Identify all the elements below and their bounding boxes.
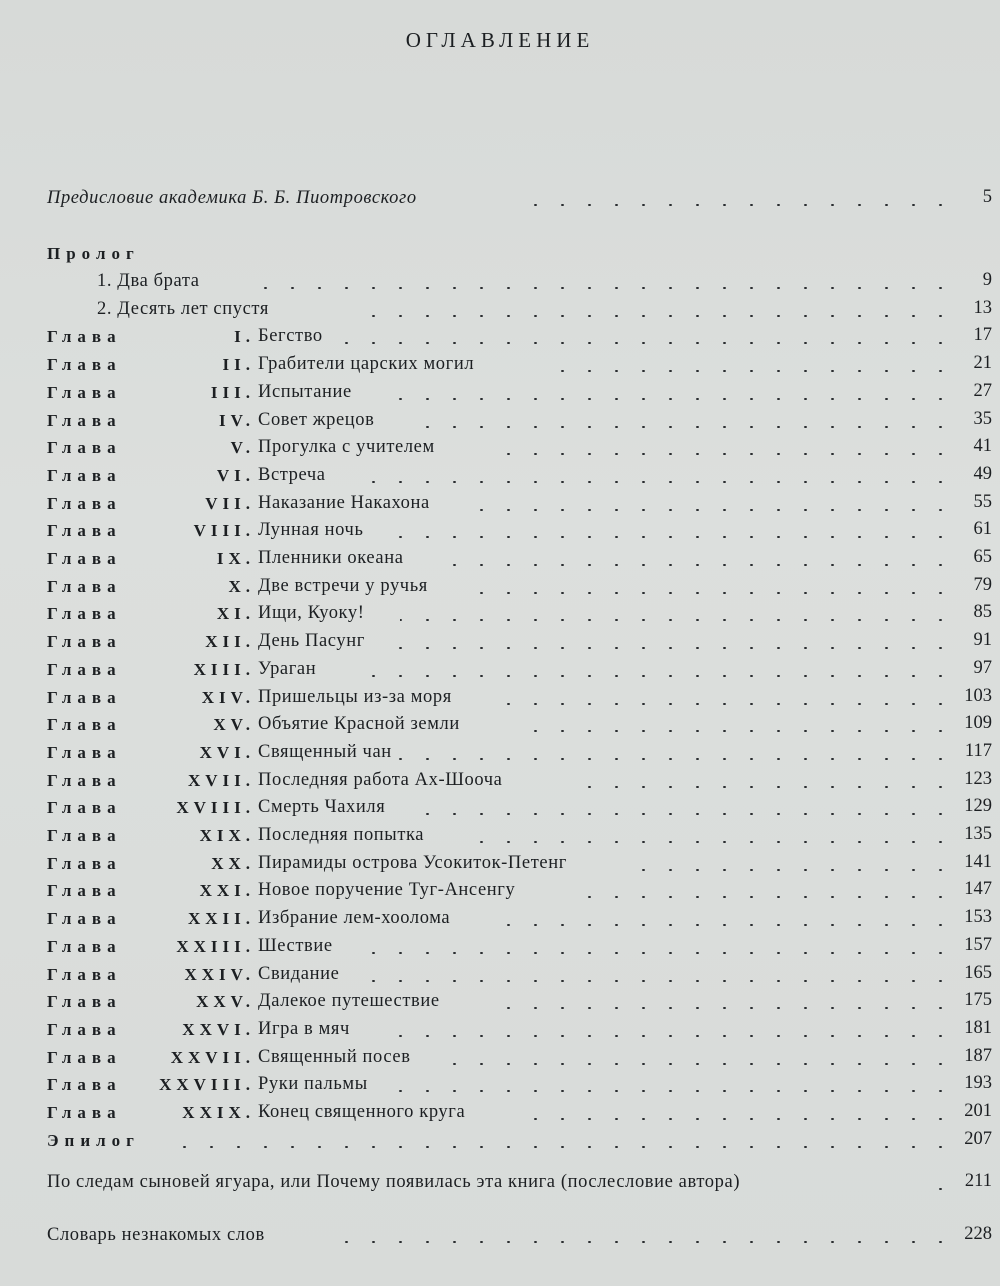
- chapter-label: Глава: [47, 715, 122, 735]
- toc-entry-chapter: [0, 1073, 1000, 1101]
- leader-dots: [365, 315, 954, 317]
- page-number: 175: [964, 990, 992, 1011]
- entry-title: Лунная ночь: [258, 520, 364, 541]
- chapter-label: Глава: [47, 355, 122, 375]
- leader-dots: [500, 924, 954, 926]
- chapter-label: Глава: [47, 964, 122, 984]
- chapter-number: VI.: [216, 465, 255, 485]
- leader-dots: [475, 509, 954, 511]
- leader-dots: [395, 536, 954, 538]
- chapter-label: Глава: [47, 742, 122, 762]
- toc-entry-chapter: [0, 879, 1000, 907]
- page-number: 21: [973, 353, 992, 374]
- leader-dots: [395, 647, 954, 649]
- page-number: 41: [973, 436, 992, 457]
- page-number: 153: [964, 907, 992, 928]
- chapter-number: VII.: [205, 493, 255, 513]
- chapter-label: Глава: [47, 521, 122, 541]
- chapter-label: Глава: [47, 465, 122, 485]
- leader-dots: [570, 896, 954, 898]
- toc-entry-chapter: [0, 907, 1000, 935]
- chapter-label: Глава: [47, 1019, 122, 1039]
- leader-dots: [620, 869, 954, 871]
- chapter-number: XXIV.: [184, 964, 255, 984]
- leader-dots: [520, 1118, 954, 1120]
- entry-title: Руки пальмы: [258, 1074, 368, 1095]
- epilogue-label: Эпилог: [47, 1130, 140, 1150]
- leader-dots: [515, 204, 954, 206]
- chapter-number: III.: [210, 382, 255, 402]
- chapter-number: XXIII.: [176, 936, 255, 956]
- leader-dots: [355, 952, 954, 954]
- chapter-label: Глава: [47, 1047, 122, 1067]
- page-number: 17: [973, 325, 992, 346]
- toc-entry-epilogue: [0, 1129, 1000, 1157]
- entry-title: Две встречи у ручья: [258, 575, 428, 596]
- page-number: 61: [973, 519, 992, 540]
- page-number: 201: [964, 1101, 992, 1121]
- leader-dots: [395, 1090, 954, 1092]
- entry-title: Последняя попытка: [258, 825, 425, 845]
- toc-entry-preface: [0, 187, 1000, 215]
- chapter-number: XXVII.: [170, 1047, 255, 1067]
- chapter-label: Глава: [47, 382, 122, 402]
- entry-title: Объятие Красной земли: [258, 714, 460, 735]
- chapter-number: XVIII.: [176, 798, 255, 818]
- leader-dots: [925, 1188, 954, 1190]
- chapter-number: XIV.: [201, 687, 255, 707]
- page-number: 79: [973, 574, 992, 595]
- entry-title: Ураган: [258, 658, 317, 679]
- page-number: 35: [973, 408, 992, 429]
- leader-dots: [340, 342, 954, 344]
- page-number: 85: [973, 602, 992, 623]
- toc-entry-chapter: [0, 602, 1000, 630]
- entry-title: Грабители царских могил: [258, 354, 475, 375]
- entry-title: Пленники океана: [258, 548, 404, 568]
- entry-title: Свидание: [258, 963, 340, 984]
- entry-title: Пришельцы из-за моря: [258, 686, 452, 707]
- chapter-label: Глава: [47, 604, 122, 624]
- toc-entry-prologue: [0, 270, 1000, 298]
- entry-title: Избрание лем-хоолома: [258, 908, 451, 929]
- chapter-label: Глава: [47, 410, 122, 430]
- page-number: 9: [982, 270, 992, 290]
- page-number: 187: [964, 1045, 992, 1066]
- toc-entry-chapter: [0, 519, 1000, 547]
- entry-title: Пирамиды острова Усокиток-Петенг: [258, 852, 567, 873]
- prologue-label: Пролог: [47, 244, 140, 263]
- toc-entry-afterword: [0, 1171, 1000, 1199]
- chapter-label: Глава: [47, 1103, 122, 1122]
- chapter-label: Глава: [47, 632, 122, 652]
- toc-entry-chapter: [0, 436, 1000, 464]
- toc-entry-chapter: [0, 353, 1000, 381]
- chapter-label: Глава: [47, 576, 122, 596]
- chapter-number: V.: [230, 438, 255, 458]
- toc-entry-chapter: [0, 990, 1000, 1018]
- toc-entry-glossary: [0, 1224, 1000, 1252]
- page-number: 228: [964, 1223, 992, 1244]
- leader-dots: [420, 813, 954, 815]
- toc-entry-chapter: [0, 464, 1000, 492]
- entry-title: По следам сыновей ягуара, или Почему появилась эта книга (послесловие автора): [47, 1171, 741, 1192]
- entry-title: Совет жрецов: [258, 409, 375, 430]
- leader-dots: [365, 675, 954, 677]
- page-number: 211: [964, 1170, 992, 1191]
- leader-dots: [490, 453, 954, 455]
- chapter-number: XXII.: [187, 909, 255, 929]
- page-number: 117: [964, 740, 992, 761]
- entry-title: Предисловие академика Б. Б. Пиотровского: [47, 188, 417, 208]
- chapter-number: X.: [228, 576, 255, 596]
- toc-entry-chapter: [0, 1046, 1000, 1074]
- leader-dots: [570, 786, 954, 788]
- leader-dots: [400, 619, 954, 621]
- toc-entry-chapter: [0, 935, 1000, 963]
- chapter-number: XXVI.: [182, 1019, 255, 1039]
- toc-entry-chapter: [0, 658, 1000, 686]
- chapter-number: IX.: [216, 549, 255, 568]
- toc-entry-chapter: [0, 547, 1000, 575]
- chapter-number: I.: [234, 327, 255, 347]
- chapter-label: Глава: [47, 992, 122, 1012]
- toc-entry-chapter: [0, 381, 1000, 409]
- entry-title: Наказание Накахона: [258, 492, 430, 513]
- chapter-number: XXIX.: [182, 1103, 255, 1122]
- page-number: 103: [964, 685, 992, 706]
- leader-dots: [160, 1146, 954, 1148]
- chapter-label: Глава: [47, 327, 122, 347]
- chapter-label: Глава: [47, 853, 122, 873]
- chapter-label: Глава: [47, 770, 122, 790]
- chapter-number: XII.: [205, 632, 255, 652]
- chapter-number: II.: [222, 355, 255, 375]
- leader-dots: [480, 592, 954, 594]
- page-number: 135: [964, 824, 992, 844]
- entry-title: 2. Десять лет спустя: [97, 298, 269, 319]
- page-number: 49: [973, 463, 992, 484]
- page-number: 5: [982, 187, 992, 207]
- entry-title: Священный чан: [258, 741, 392, 762]
- toc-entry-chapter: [0, 963, 1000, 991]
- leader-dots: [345, 1241, 954, 1243]
- prologue-heading: [0, 242, 1000, 270]
- page-number: 165: [964, 962, 992, 983]
- leader-dots: [410, 426, 954, 428]
- chapter-label: Глава: [47, 881, 122, 901]
- toc-entry-chapter: [0, 741, 1000, 769]
- chapter-number: XVII.: [187, 770, 255, 790]
- entry-title: Словарь незнакомых слов: [47, 1224, 265, 1245]
- leader-dots: [395, 1035, 954, 1037]
- page-number: 147: [964, 879, 992, 900]
- leader-dots: [490, 1007, 954, 1009]
- entry-title: Прогулка с учителем: [258, 437, 435, 458]
- chapter-label: Глава: [47, 438, 122, 458]
- page-number: 157: [964, 934, 992, 955]
- toc-entry-chapter: [0, 824, 1000, 852]
- toc-entry-chapter: [0, 686, 1000, 714]
- page-number: 207: [964, 1128, 992, 1149]
- leader-dots: [395, 398, 954, 400]
- page-number: 141: [964, 851, 992, 872]
- chapter-number: XI.: [216, 604, 255, 624]
- chapter-number: XIX.: [199, 826, 255, 845]
- entry-title: Бегство: [258, 326, 323, 347]
- entry-title: Конец священного круга: [258, 1102, 466, 1122]
- chapter-number: IV.: [219, 410, 255, 430]
- chapter-number: XXI.: [199, 881, 255, 901]
- chapter-label: Глава: [47, 798, 122, 818]
- chapter-number: VIII.: [193, 521, 255, 541]
- leader-dots: [365, 481, 954, 483]
- chapter-number: XXV.: [196, 992, 255, 1012]
- entry-title: 1. Два брата: [97, 271, 200, 291]
- entry-title: Далекое путешествие: [258, 991, 440, 1012]
- leader-dots: [540, 370, 954, 372]
- chapter-label: Глава: [47, 687, 122, 707]
- leader-dots: [395, 758, 954, 760]
- toc-entry-chapter: [0, 796, 1000, 824]
- entry-title: Встреча: [258, 464, 326, 485]
- page-number: 13: [973, 297, 992, 318]
- entry-title: Смерть Чахиля: [258, 797, 386, 818]
- page-number: 193: [964, 1073, 992, 1094]
- chapter-label: Глава: [47, 549, 122, 568]
- page-number: 55: [973, 491, 992, 512]
- entry-title: Священный посев: [258, 1046, 411, 1067]
- toc-entry-chapter: [0, 769, 1000, 797]
- chapter-label: Глава: [47, 659, 122, 679]
- entry-title: Последняя работа Ах-Шооча: [258, 769, 503, 790]
- leader-dots: [475, 841, 954, 843]
- page-number: 27: [973, 380, 992, 401]
- leader-dots: [505, 703, 954, 705]
- chapter-label: Глава: [47, 493, 122, 513]
- toc-entry-chapter: [0, 1101, 1000, 1129]
- toc-entry-chapter: [0, 325, 1000, 353]
- entry-title: Шествие: [258, 935, 333, 956]
- entry-title: Испытание: [258, 381, 352, 402]
- toc-entry-chapter: [0, 713, 1000, 741]
- page-number: 129: [964, 796, 992, 817]
- toc-entry-chapter: [0, 575, 1000, 603]
- chapter-number: XVI.: [199, 742, 255, 762]
- page-number: 91: [973, 630, 992, 651]
- entry-title: День Пасунг: [258, 631, 365, 652]
- chapter-number: XIII.: [193, 659, 255, 679]
- chapter-number: XX.: [211, 853, 255, 873]
- leader-dots: [445, 564, 954, 566]
- leader-dots: [450, 1063, 954, 1065]
- entry-title: Игра в мяч: [258, 1018, 350, 1039]
- leader-dots: [360, 980, 954, 982]
- toc-entry-chapter: [0, 492, 1000, 520]
- page-number: 123: [964, 768, 992, 789]
- page-number: 109: [964, 713, 992, 734]
- toc-entry-chapter: [0, 852, 1000, 880]
- toc-entry-chapter: [0, 630, 1000, 658]
- toc-entry-prologue: [0, 298, 1000, 326]
- page-number: 65: [973, 547, 992, 567]
- leader-dots: [515, 730, 954, 732]
- entry-title: Ищи, Куоку!: [258, 603, 365, 624]
- page-number: 97: [973, 657, 992, 678]
- toc-entry-chapter: [0, 1018, 1000, 1046]
- chapter-number: XV.: [213, 715, 255, 735]
- chapter-number: XXVIII.: [159, 1075, 255, 1095]
- chapter-label: Глава: [47, 1075, 122, 1095]
- toc-entry-chapter: [0, 409, 1000, 437]
- page-number: 181: [964, 1017, 992, 1038]
- leader-dots: [250, 287, 954, 289]
- chapter-label: Глава: [47, 936, 122, 956]
- chapter-label: Глава: [47, 909, 122, 929]
- entry-title: Новое поручение Туг-Ансенгу: [258, 880, 516, 901]
- chapter-label: Глава: [47, 826, 122, 845]
- page-title: ОГЛАВЛЕНИЕ: [405, 28, 595, 52]
